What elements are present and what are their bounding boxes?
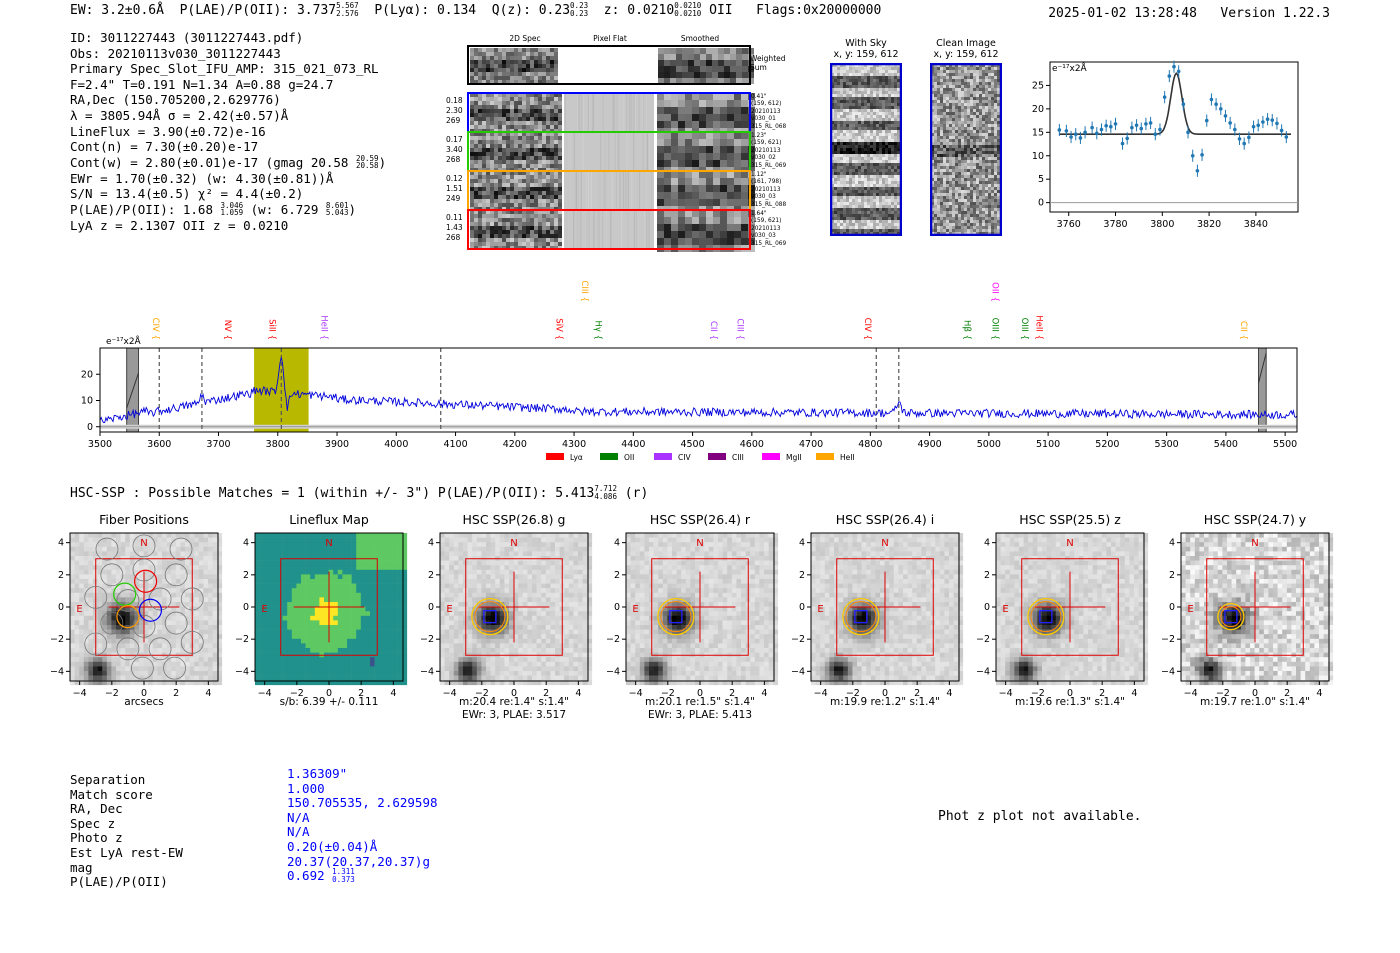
info-sn: S/N = 13.4(±0.5) χ² = 4.4(±0.2) <box>70 186 304 202</box>
east-label: E <box>1187 603 1194 615</box>
cutout-xtick-label: 0 <box>510 688 518 699</box>
info-contn: Cont(n) = 7.30(±0.20)e-17 <box>70 139 259 155</box>
cutout-ytick-label: 0 <box>1168 602 1175 613</box>
catalog-header-text: HSC-SSP : Possible Matches = 1 (within +/- 3") P(LAE)/P(OII): 5.413 <box>70 486 595 501</box>
cutout-panel <box>601 512 786 727</box>
cutout-caption: m:19.6 re:1.3" s:1.4" <box>1015 696 1125 708</box>
cutout-ytick-label: 0 <box>57 602 64 613</box>
spectrum-line-label: SiII { <box>266 319 277 340</box>
full-spectrum-chart <box>60 272 1320 468</box>
cutout-ytick-label: 2 <box>427 569 434 581</box>
spectrum-xtick-label: 4200 <box>502 439 527 450</box>
cutout-ytick-label: 2 <box>613 569 620 581</box>
cutout-xtick-label: 4 <box>205 688 212 699</box>
spectrum-line-label: CII { <box>1238 320 1249 340</box>
zoom-xtick-label: 3840 <box>1243 219 1268 230</box>
spectrum-legend-item <box>600 453 634 462</box>
clean-image-title: Clean Image <box>936 38 996 49</box>
cutout-ytick-label: 2 <box>242 569 249 581</box>
cutout-xtick-label: −4 <box>998 688 1013 699</box>
cutout-xtick-label: 2 <box>914 688 921 699</box>
zoom-xtick-label: 3760 <box>1056 219 1081 230</box>
info-ewr: EWr = 1.70(±0.32) (w: 4.30(±0.81))Å <box>70 170 334 186</box>
cutout-ytick-label: 0 <box>427 602 434 613</box>
cutout-ytick-label: −4 <box>419 666 434 678</box>
info-plae: P(LAE)/P(OII): 1.68 3.046 1.059 (w: 6.729 8.601 5.043 ) <box>70 200 357 218</box>
cutout-xtick-label: 0 <box>696 688 704 699</box>
spectrum-legend-item <box>654 453 691 462</box>
cutout-ytick-label: 2 <box>57 569 64 581</box>
info-primary: Primary Spec_Slot_IFU_AMP: 315_021_073_RL <box>70 61 379 77</box>
spectrum-line-label: CIII { <box>734 318 745 340</box>
header-summary <box>70 3 881 18</box>
header-plae-range: 5.567 2.576 <box>336 1 359 18</box>
cutout-xtick-label: 0 <box>325 688 333 699</box>
cutout-ytick-label: −2 <box>605 634 620 646</box>
zoom-ytick-label: 0 <box>1037 197 1044 209</box>
cutout-ytick-label: 0 <box>983 602 990 613</box>
match-label-specz: Spec z <box>70 815 116 831</box>
header-qz: Q(z): 0.23 <box>491 3 571 18</box>
fiber-row-meta: 1.64" (159, 621) 20210113 v030_03 315_RL_069 <box>751 211 787 247</box>
match-value-plae: 0.692 1.311 0.373 <box>287 867 355 884</box>
cutout-xtick-label: 2 <box>358 688 365 699</box>
spectrum-xtick-label: 5100 <box>1036 439 1061 450</box>
fiber-row <box>468 132 755 174</box>
fiber-row-meta: 1.12" (161, 798) 20210113 v030_03 315_RL_088 <box>751 172 787 208</box>
cutout-panel <box>971 512 1156 727</box>
zoom-ytick-label: 15 <box>1031 127 1044 139</box>
cutout-xtick-label: 2 <box>1099 688 1106 699</box>
cutout-title: HSC SSP(26.4) r <box>649 512 751 527</box>
east-label: E <box>817 603 824 615</box>
zoom-xtick-label: 3800 <box>1150 219 1175 230</box>
cutout-xtick-label: 0 <box>881 688 889 699</box>
north-label: N <box>1251 537 1259 549</box>
spectrum-legend-item <box>708 453 744 462</box>
info-id: ID: 3011227443 (3011227443.pdf) <box>70 30 304 45</box>
spectrum-line-label: CIV { <box>150 317 161 340</box>
col-header-2d: 2D Spec <box>509 34 541 43</box>
spectrum-line-label: HeII { <box>1033 315 1044 340</box>
cutout-ytick-label: −4 <box>605 666 620 678</box>
cutout-image <box>415 532 600 707</box>
spectrum-xtick-label: 4300 <box>561 439 587 450</box>
match-label-mag: mag <box>70 859 93 875</box>
fiber-row-stats: 0.18 2.30 269 <box>446 96 463 125</box>
match-values <box>287 767 438 884</box>
weighted-sum-strip <box>468 46 754 84</box>
spectrum-line-label: CII { <box>707 320 718 340</box>
zoom-plot-frame <box>1050 62 1298 212</box>
north-label: N <box>696 537 704 549</box>
north-label: N <box>1066 537 1074 549</box>
cutout-ytick-label: 4 <box>798 537 805 549</box>
spectrum-line-label: SiV { <box>553 318 564 340</box>
east-label: E <box>1002 603 1009 615</box>
cutout-ytick-label: −4 <box>1160 666 1175 678</box>
spectrum-unit-label: e⁻¹⁷x2Å <box>106 337 141 347</box>
cutout-xtick-label: −4 <box>442 688 457 699</box>
cutout-xtick-label: −2 <box>845 688 860 699</box>
header-qz-range: 0.23 0.23 <box>570 1 589 18</box>
cutout-caption-secondary: EWr: 3, PLAE: 5.413 <box>647 709 753 721</box>
fiber-row-meta: 1.23" (159, 621) 20210113 v030_02 315_RL_069 <box>751 133 787 169</box>
cutout-xtick-label: 4 <box>575 688 582 699</box>
spectrum-legend-item <box>816 453 855 462</box>
cutout-ytick-label: −2 <box>1160 634 1175 646</box>
cutout-image <box>971 532 1156 707</box>
header-plya: P(Lyα): 0.134 <box>374 3 477 18</box>
cutout-title: HSC SSP(25.5) z <box>1019 512 1121 527</box>
cutout-ytick-label: −4 <box>234 666 249 678</box>
cutout-panel <box>786 512 971 727</box>
zoom-ytick-label: 20 <box>1031 103 1044 115</box>
north-label: N <box>140 537 148 549</box>
spectrum-xtick-label: 4500 <box>680 439 705 450</box>
with-sky-title: With Sky <box>845 38 887 49</box>
with-sky-image <box>830 63 902 240</box>
cutout-xtick-label: −2 <box>1215 688 1230 699</box>
clean-image-coords: x, y: 159, 612 <box>933 49 999 60</box>
match-label-radec: RA, Dec <box>70 801 123 817</box>
north-label: N <box>881 537 889 549</box>
match-label-plae: P(LAE)/P(OII) <box>70 874 168 890</box>
cutout-ytick-label: 4 <box>242 537 249 549</box>
match-label-score: Match score <box>70 786 153 802</box>
spectrum-xtick-label: 5300 <box>1154 439 1179 450</box>
cutout-caption: m:19.7 re:1.0" s:1.4" <box>1200 696 1310 708</box>
fiber-row <box>468 210 755 252</box>
cutout-panel <box>415 512 600 727</box>
cutout-xtick-label: 2 <box>173 688 180 699</box>
cutout-xtick-label: −4 <box>813 688 828 699</box>
zoom-ytick-label: 25 <box>1031 80 1044 92</box>
spectrum-line-label: CIII { <box>579 280 590 302</box>
match-value-photoz: N/A <box>287 824 310 840</box>
north-label: N <box>325 537 333 549</box>
cutout-ytick-label: −4 <box>975 666 990 678</box>
spectrum-line-label: OII { <box>989 282 1000 302</box>
cutout-xtick-label: 0 <box>140 688 148 699</box>
spectrum-xtick-label: 5000 <box>976 439 1001 450</box>
cutout-xtick-label: 0 <box>1066 688 1074 699</box>
catalog-header-range: 7.712 4.086 <box>594 484 617 501</box>
match-value-ew: 0.20(±0.04)Å <box>287 838 378 854</box>
spectrum-ytick-label: 10 <box>80 395 93 407</box>
cutout-caption: s/b: 6.39 +/- 0.111 <box>279 696 379 708</box>
north-label: N <box>510 537 518 549</box>
spectrum-line-label: NV { <box>221 319 232 340</box>
zoom-unit-label: e⁻¹⁷x2Å <box>1052 64 1087 74</box>
spectrum-line-label: Hβ { <box>961 320 972 340</box>
spectrum-legend-item <box>546 453 583 462</box>
spectrum-gray-band <box>1258 348 1266 432</box>
zoom-ytick-label: 10 <box>1031 150 1044 162</box>
cutout-xtick-label: −4 <box>628 688 643 699</box>
cutout-ytick-label: 4 <box>983 537 990 549</box>
match-label-ew: Est LyA rest-EW <box>70 844 183 860</box>
spectrum-xtick-label: 3900 <box>324 439 350 450</box>
cutout-ytick-label: 0 <box>242 602 249 613</box>
header-ew: EW: 3.2±0.6Å <box>70 3 164 18</box>
spectrum-xtick-label: 5500 <box>1273 439 1298 450</box>
cutout-xtick-label: −2 <box>1030 688 1045 699</box>
cutout-caption: m:20.4 re:1.4" s:1.4" <box>459 696 569 708</box>
spectrum-xtick-label: 5400 <box>1213 439 1238 450</box>
info-contw: Cont(w) = 2.80(±0.01)e-17 (gmag 20.58 20.59 20.58 ) <box>70 153 387 171</box>
detection-info <box>70 30 386 234</box>
cutout-ytick-label: 4 <box>613 537 620 549</box>
info-lineflux: LineFlux = 3.90(±0.72)e-16 <box>70 123 266 139</box>
with-sky-header <box>827 38 905 60</box>
cutout-xtick-label: −2 <box>289 688 304 699</box>
clean-image <box>930 63 1002 240</box>
spectrum-xtick-label: 4700 <box>798 439 824 450</box>
cutout-title: HSC SSP(26.4) i <box>835 512 935 527</box>
header-meta <box>1048 6 1330 21</box>
spectrum-line-label: HeII { <box>318 315 329 340</box>
header-z-range: 0.0210 0.0210 <box>674 1 702 18</box>
spectrum-xtick-label: 4900 <box>917 439 942 450</box>
cutout-xtick-label: −2 <box>660 688 675 699</box>
zoom-ytick-label: 5 <box>1037 174 1044 186</box>
cutout-ytick-label: −2 <box>790 634 805 646</box>
cutout-xtick-label: 0 <box>1251 688 1259 699</box>
cutout-caption: arcsecs <box>124 696 164 708</box>
clean-image-header <box>927 38 1005 60</box>
spectrum-xtick-label: 4800 <box>858 439 883 450</box>
spectrum-legend-item <box>762 453 802 462</box>
header-z: z: 0.0210 <box>603 3 675 18</box>
cutout-xtick-label: 4 <box>1316 688 1323 699</box>
cutout-image <box>601 532 786 707</box>
cutout-xtick-label: 2 <box>543 688 550 699</box>
match-value-score: 1.000 <box>287 780 325 796</box>
spectrum-xtick-label: 3800 <box>265 439 290 450</box>
cutout-ytick-label: −2 <box>975 634 990 646</box>
cutout-image <box>45 532 230 707</box>
match-value-mag: 20.37(20.37,20.37)g <box>287 853 430 869</box>
cutout-ytick-label: 4 <box>427 537 434 549</box>
timestamp: 2025-01-02 13:28:48 <box>1048 6 1197 21</box>
cutout-caption-secondary: EWr: 3, PLAE: 3.517 <box>461 709 567 721</box>
cutout-ytick-label: −2 <box>419 634 434 646</box>
east-label: E <box>632 603 639 615</box>
cutout-image <box>1156 532 1341 707</box>
cutout-ytick-label: 2 <box>983 569 990 581</box>
fiber-row-stats: 0.12 1.51 249 <box>446 174 463 203</box>
match-value-specz: N/A <box>287 809 310 825</box>
spectrum-ytick-label: 20 <box>80 369 93 381</box>
east-label: E <box>76 603 83 615</box>
spectrum-line-label: Hγ { <box>592 320 603 340</box>
zoom-xtick-label: 3780 <box>1103 219 1128 230</box>
cutout-panel <box>230 512 415 727</box>
info-lyaz: LyA z = 2.1307 OII z = 0.0210 <box>70 217 289 233</box>
match-value-radec: 150.705535, 2.629598 <box>287 795 438 811</box>
cutout-xtick-label: −2 <box>104 688 119 699</box>
version: Version 1.22.3 <box>1220 6 1330 21</box>
east-label: E <box>446 603 453 615</box>
weighted-sum-label: Weighted Sum <box>750 54 786 72</box>
fiber-row <box>468 171 755 213</box>
header-flags: Flags:0x20000000 <box>756 3 882 18</box>
cutout-xtick-label: −2 <box>474 688 489 699</box>
cutout-ytick-label: −2 <box>234 634 249 646</box>
cutout-image <box>230 532 415 707</box>
cutout-panel <box>45 512 230 727</box>
cutout-xtick-label: 4 <box>1131 688 1138 699</box>
cutout-ytick-label: 4 <box>1168 537 1175 549</box>
east-label: E <box>261 603 268 615</box>
cutout-title: HSC SSP(24.7) y <box>1203 512 1307 527</box>
cutout-xtick-label: 4 <box>390 688 397 699</box>
spectrum-xtick-label: 4400 <box>621 439 646 450</box>
fiber-row-stats: 0.17 3.40 268 <box>446 135 463 164</box>
match-label-photoz: Photo z <box>70 830 123 846</box>
info-lambda: λ = 3805.94Å σ = 2.42(±0.57)Å <box>70 107 289 123</box>
cutout-image <box>786 532 971 707</box>
col-header-smoothed: Smoothed <box>680 34 720 43</box>
spectrum-xtick-label: 5200 <box>1095 439 1120 450</box>
spectrum-line-label: OIII { <box>989 317 1000 340</box>
cutout-xtick-label: 4 <box>946 688 953 699</box>
cutout-ytick-label: 2 <box>1168 569 1175 581</box>
cutout-ytick-label: 0 <box>613 602 620 613</box>
photz-note: Phot z plot not available. <box>938 809 1142 824</box>
info-radec: RA,Dec (150.705200,2.629776) <box>70 92 281 108</box>
spectrum-xtick-label: 4600 <box>739 439 764 450</box>
info-obs: Obs: 20210113v030_3011227443 <box>70 45 281 61</box>
cutout-caption: m:20.1 re:1.5" s:1.4" <box>645 696 755 708</box>
spectrum-xtick-label: 4100 <box>443 439 468 450</box>
cutout-xtick-label: 4 <box>761 688 768 699</box>
cutout-ytick-label: 0 <box>798 602 805 613</box>
cutout-xtick-label: −4 <box>1183 688 1198 699</box>
header-z-line: OII <box>709 3 733 18</box>
spectrum-xtick-label: 3600 <box>147 439 172 450</box>
fiber-row-stats: 0.11 1.43 268 <box>446 213 463 242</box>
fiber-row-meta: 0.41" (159, 612) 20210113 v030_01 315_RL_068 <box>751 94 787 130</box>
match-label-separation: Separation <box>70 772 146 787</box>
cutout-caption: m:19.9 re:1.2" s:1.4" <box>830 696 940 708</box>
col-header-flat: Pixel Flat <box>593 34 627 43</box>
spectrum-line-label: CIV { <box>861 317 872 340</box>
cutout-ytick-label: −2 <box>49 634 64 646</box>
match-value-separation: 1.36309" <box>287 766 348 781</box>
cutout-title: HSC SSP(26.8) g <box>462 512 566 527</box>
cutout-xtick-label: −4 <box>257 688 272 699</box>
fiber-row <box>468 93 755 135</box>
cutout-panel <box>1156 512 1341 727</box>
match-labels <box>70 773 183 890</box>
catalog-header-band: (r) <box>624 486 649 501</box>
spectrum-xtick-label: 3500 <box>87 439 113 450</box>
spectrum-xtick-label: 3700 <box>206 439 231 450</box>
cutout-xtick-label: 2 <box>1284 688 1291 699</box>
spectrum-ytick-label: 0 <box>86 421 93 433</box>
zoom-spectrum-chart <box>1020 52 1310 238</box>
cutout-title: Lineflux Map <box>289 512 369 527</box>
header-plae: P(LAE)/P(OII): 3.737 <box>179 3 337 18</box>
cutout-ytick-label: −4 <box>790 666 805 678</box>
cutout-xtick-label: 2 <box>729 688 736 699</box>
cutout-xtick-label: −4 <box>72 688 87 699</box>
cutout-ytick-label: −4 <box>49 666 64 678</box>
spectrum-xtick-label: 4000 <box>384 439 409 450</box>
info-params: F=2.4" T=0.191 N=1.34 A=0.88 g=24.7 <box>70 76 334 92</box>
cutout-ytick-label: 2 <box>798 569 805 581</box>
spectrum-line-label: OIII { <box>1018 317 1029 340</box>
zoom-xtick-label: 3820 <box>1197 219 1222 230</box>
catalog-header <box>70 486 648 501</box>
cutout-title: Fiber Positions <box>99 512 189 527</box>
cutout-ytick-label: 4 <box>57 537 64 549</box>
with-sky-coords: x, y: 159, 612 <box>833 49 899 60</box>
